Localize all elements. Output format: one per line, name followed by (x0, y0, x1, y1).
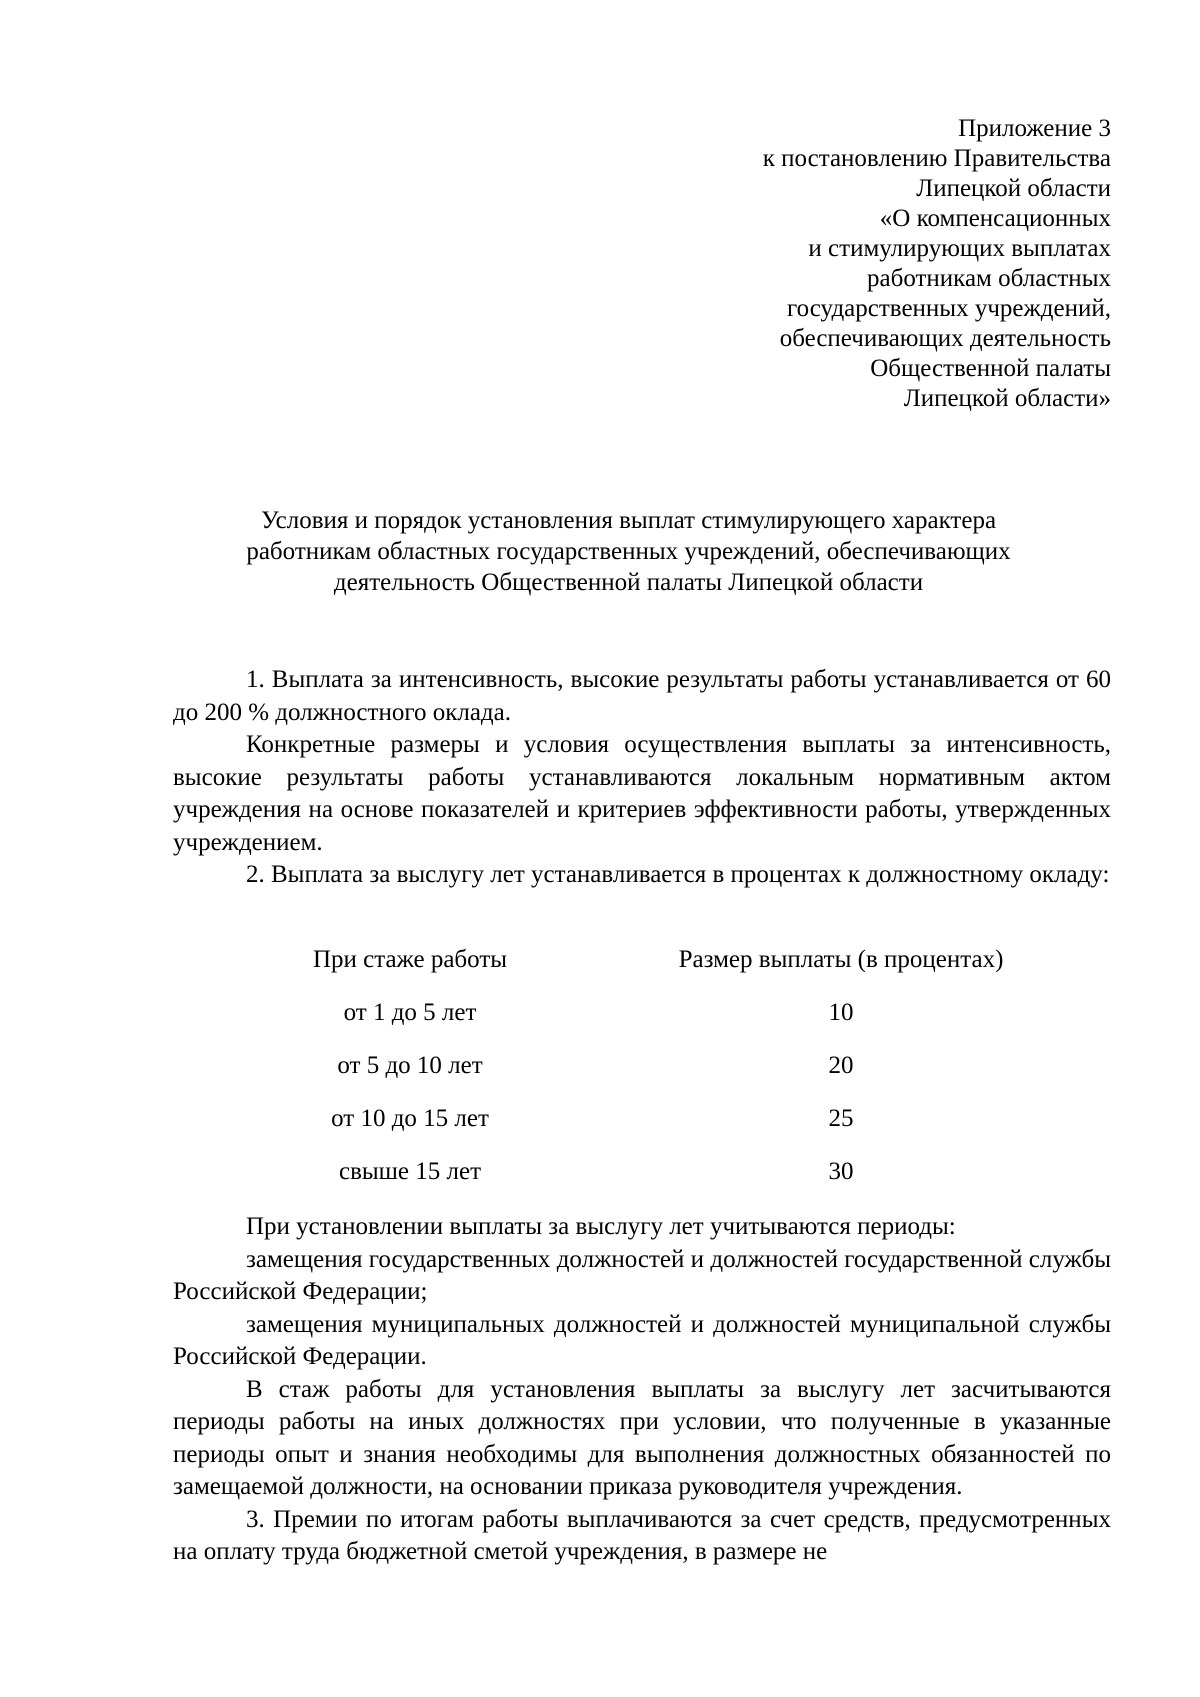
paragraph: 1. Выплата за интенсивность, высокие результаты работы устанавливается от 60 до 200 % должностного оклада. (173, 666, 1111, 726)
table-header-row (0, 946, 1200, 999)
table-row (0, 1105, 1200, 1158)
annex-header (511, 114, 1111, 414)
paragraph: При установлении выплаты за выслугу лет учитываются периоды: (246, 1213, 956, 1240)
table-cell: от 5 до 10 лет (337, 1052, 483, 1079)
paragraph: В стаж работы для установления выплаты за выслугу лет засчитываются периоды работы на иных должностях при условии, что полученные в указанные периоды опыт и знания необходимы для выполнения должностных обязанностей по замещаемой должности, на основании приказа руководителя учреждения. (173, 1375, 1111, 1500)
title-line: работникам областных государственных учреждений, обеспечивающих (246, 538, 1011, 565)
table-cell: 25 (828, 1105, 854, 1132)
table-row (0, 999, 1200, 1052)
seniority-pay-table (0, 946, 1200, 1211)
document-title (170, 505, 1087, 598)
annex-line: работникам областных (867, 265, 1111, 292)
table-row (0, 1158, 1200, 1211)
table-cell: 20 (828, 1052, 854, 1079)
table-cell: 30 (828, 1158, 854, 1185)
body-text-after-table (173, 1211, 1111, 1569)
annex-line: Липецкой области» (903, 385, 1111, 412)
annex-line: государственных учреждений, (787, 295, 1111, 322)
table-cell: 10 (828, 999, 854, 1026)
annex-line: к постановлению Правительства (762, 145, 1111, 172)
annex-line: обеспечивающих деятельность (779, 325, 1111, 352)
table-header-cell: При стаже работы (312, 946, 508, 973)
title-line: Условия и порядок установления выплат стимулирующего характера (260, 507, 997, 534)
table-cell: от 1 до 5 лет (343, 999, 477, 1026)
paragraph: Конкретные размеры и условия осуществления выплаты за интенсивность, высокие результаты работы устанавливаются локальным нормативным актом учреждения на основе показателей и критериев эффективности работы, утвержденных учреждением. (173, 731, 1111, 856)
table-row (0, 1052, 1200, 1105)
title-line: деятельность Общественной палаты Липецкой области (333, 569, 924, 596)
table-cell: свыше 15 лет (338, 1158, 482, 1185)
annex-line: Общественной палаты (870, 355, 1111, 382)
annex-line: «О компенсационных (879, 205, 1111, 232)
table-cell: от 10 до 15 лет (331, 1105, 489, 1132)
paragraph: 2. Выплата за выслугу лет устанавливается в процентах к должностному окладу: (246, 861, 1110, 888)
annex-line: и стимулирующих выплатах (808, 235, 1111, 262)
annex-line: Липецкой области (916, 175, 1111, 202)
paragraph: замещения государственных должностей и должностей государственной службы Российской Федерации; (173, 1245, 1111, 1305)
body-text-before-table (173, 664, 1111, 892)
paragraph: 3. Премии по итогам работы выплачиваются за счет средств, предусмотренных на оплату труда бюджетной сметой учреждения, в размере не (173, 1505, 1111, 1565)
annex-line: Приложение 3 (958, 115, 1111, 142)
table-header-cell: Размер выплаты (в процентах) (678, 946, 1004, 973)
paragraph: замещения муниципальных должностей и должностей муниципальной службы Российской Федерации. (173, 1310, 1111, 1370)
